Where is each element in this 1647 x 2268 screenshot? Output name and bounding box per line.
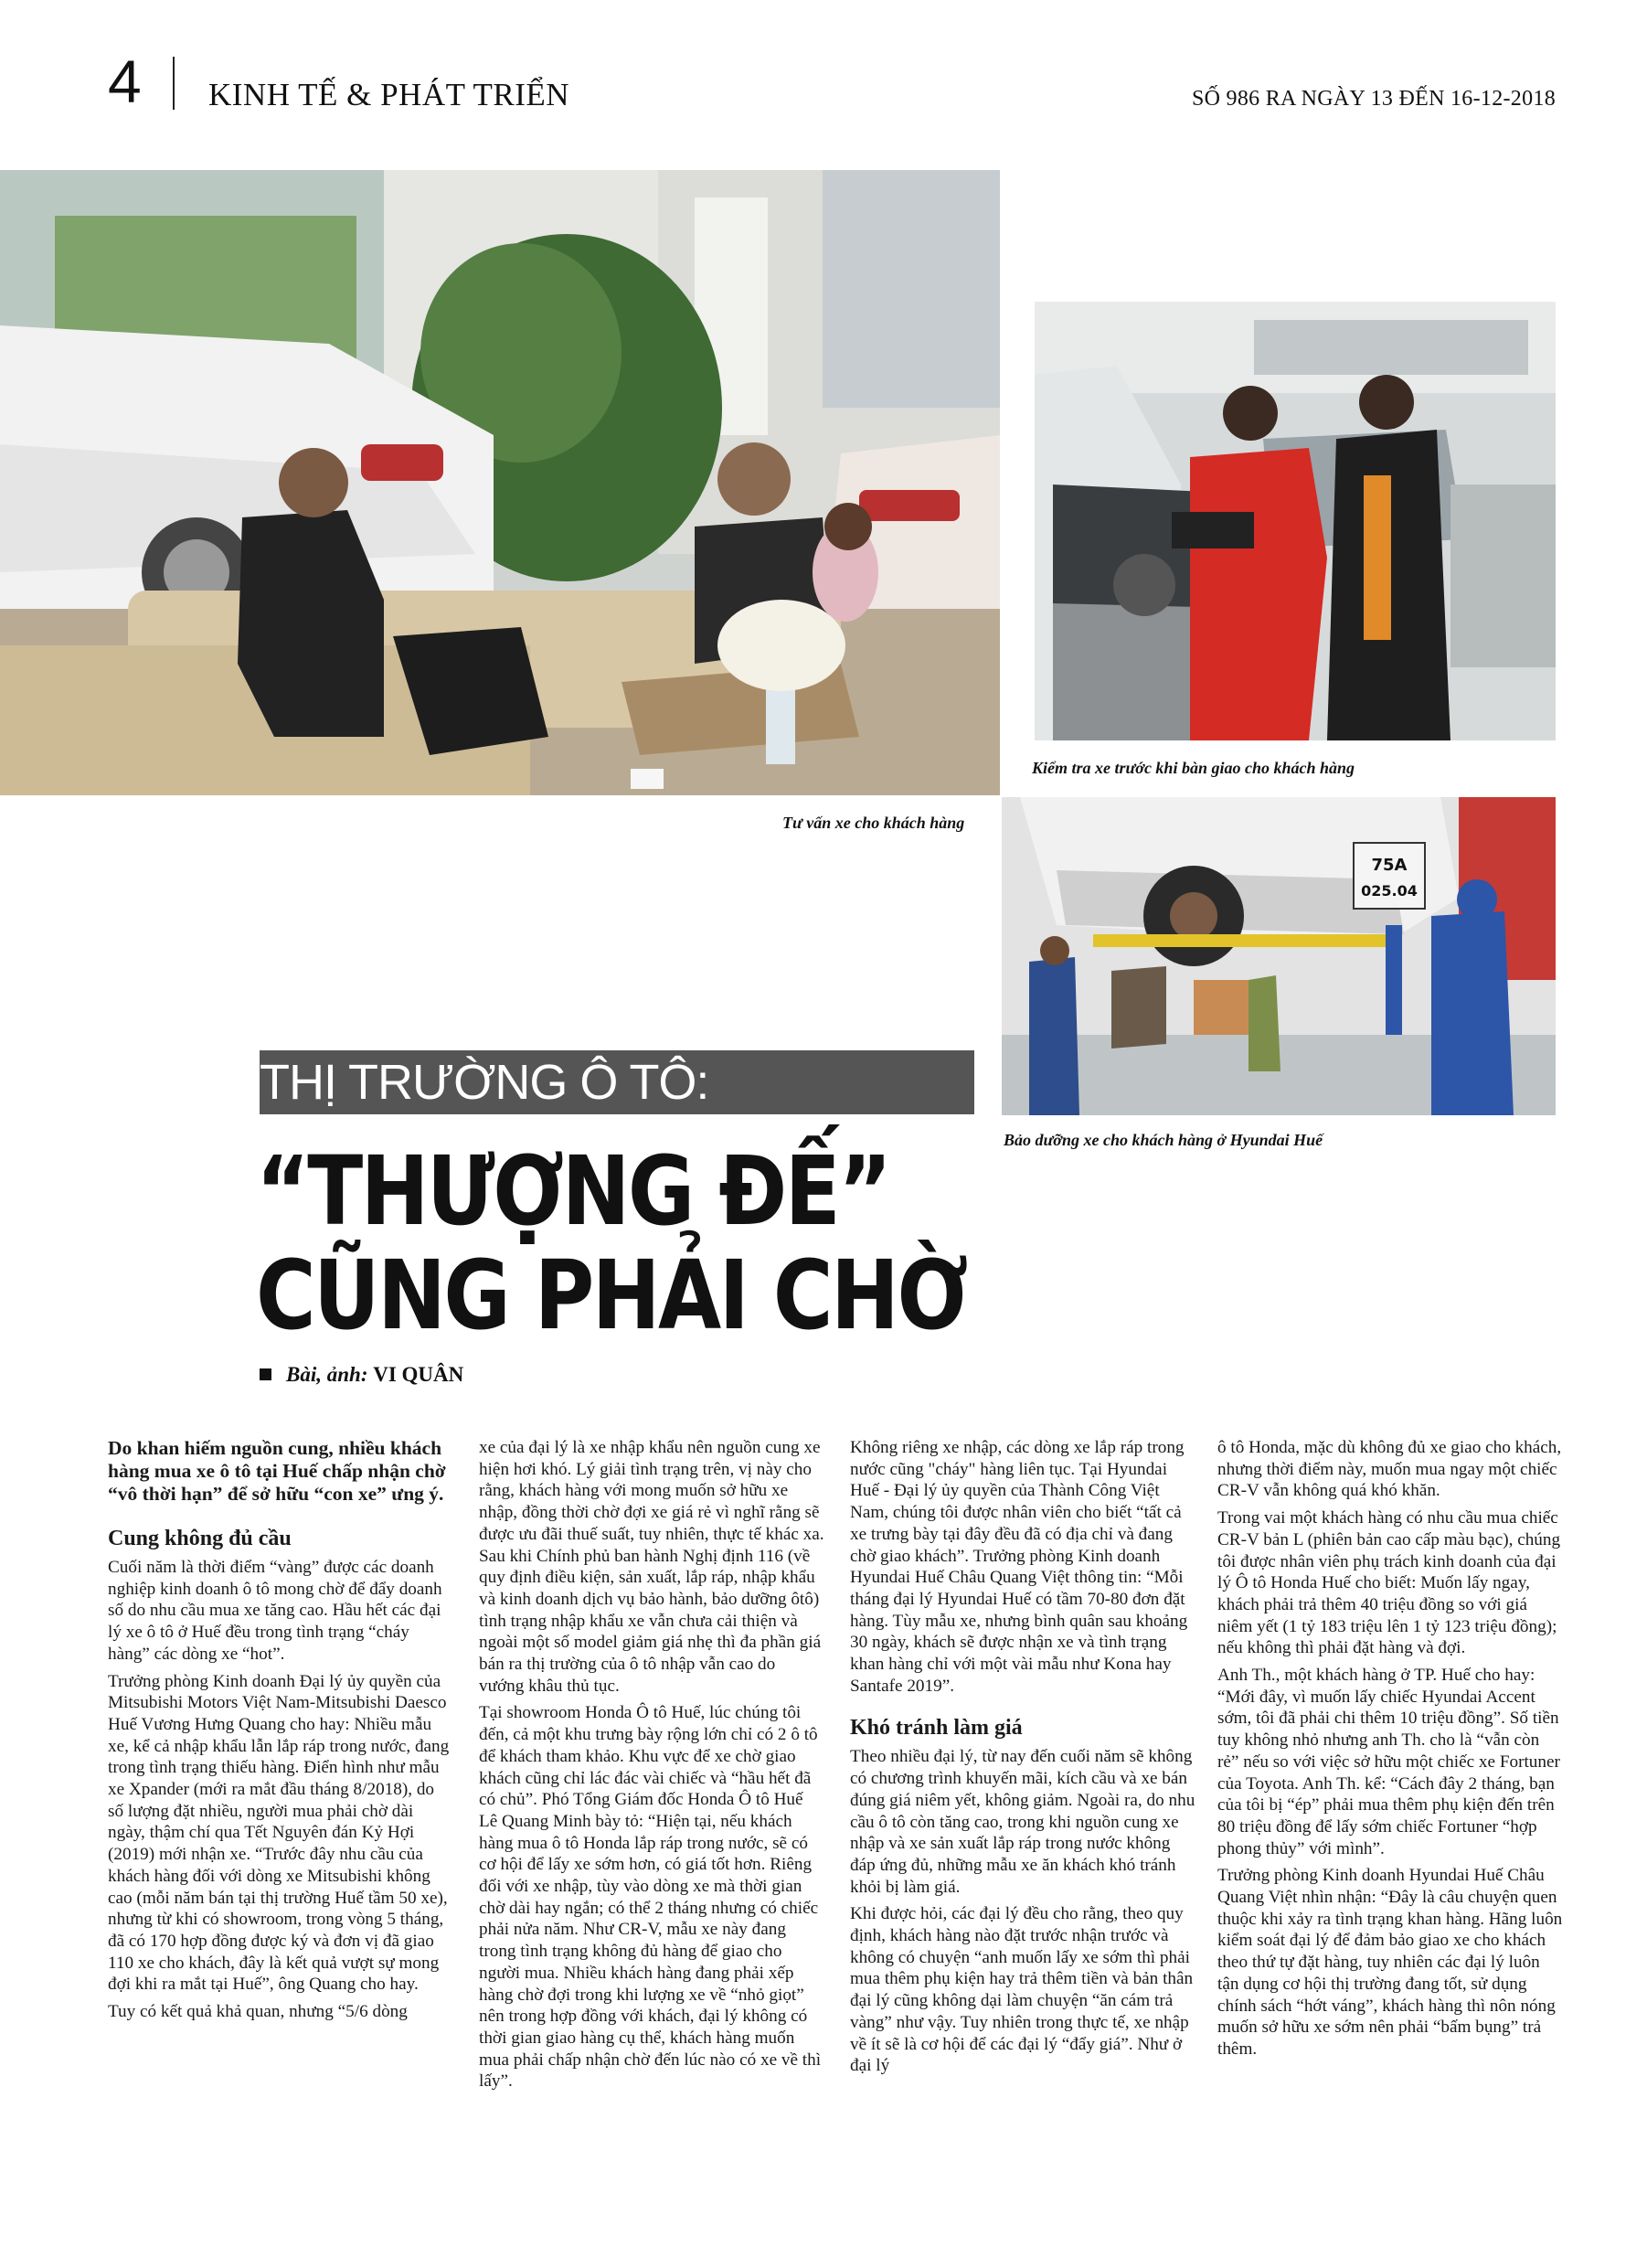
headline-kicker: THỊ TRƯỜNG Ô TÔ: xyxy=(260,1050,974,1114)
paragraph: xe của đại lý là xe nhập khẩu nên nguồn cung xe hiện hơi khó. Lý giải tình trạng trên, vị này cho rằng, khách hàng với mong muốn sở hữu xe nhập, đồng thời chờ đợi xe giá rẻ vì nghĩ rằng sẽ được ưu đãi thuế suất, tuy nhiên, thực tế khác xa. Sau khi Chính phủ ban hành Nghị định 116 (về quy định điều kiện, sản xuất, lắp ráp, nhập khẩu và kinh doanh dịch vụ bảo hành, bảo dưỡng ôtô) tình trạng nhập khẩu xe vẫn chưa cải thiện và ngoài một số model giảm giá nhẹ thì đa phần giá bán ra thị trường của ô tô nhập vẫn cao do vướng khâu thủ tục. xyxy=(479,1438,824,1696)
paragraph: Theo nhiều đại lý, từ nay đến cuối năm sẽ không có chương trình khuyến mãi, kích cầu và xe bán đúng giá niêm yết, không giảm. Ngoài ra, do nhu cầu ô tô còn tăng cao, trong khi nguồn cung xe nhập và xe sản xuất lắp ráp trong nước không đáp ứng đủ, những mẫu xe ăn khách khó tránh khỏi bị làm giá. xyxy=(850,1747,1195,1897)
article-column-1 xyxy=(108,1437,453,2028)
license-plate-line1: 75A xyxy=(1371,856,1408,875)
service-photo-caption: Bảo dưỡng xe cho khách hàng ở Hyundai Huế xyxy=(1004,1131,1323,1149)
paragraph: Khi được hỏi, các đại lý đều cho rằng, theo quy định, khách hàng nào đặt trước nhận trước và không có chuyện “anh muốn lấy xe sớm thì phải mua thêm phụ kiện hay trả thêm tiền và bản thân đại lý cũng không dại làm chuyện “ăn cám trả vàng” như vậy. Tuy nhiên trong thực tế, xe nhập về ít sẽ là cơ hội để các đại lý “đẩy giá”. Như ở đại lý xyxy=(850,1904,1194,2076)
paragraph: Trong vai một khách hàng có nhu cầu mua chiếc CR-V bản L (phiên bản cao cấp màu bạc), chúng tôi được nhân viên phụ trách kinh doanh của đại lý Ô tô Honda Huế cho biết: Muốn lấy ngay, khách phải trả thêm 40 triệu đồng so với giá niêm yết (1 tỷ 183 triệu lên 1 tỷ 123 triệu đồng); nếu không thì phải đặt hàng và đợi. xyxy=(1217,1508,1561,1658)
issue-date: SỐ 986 RA NGÀY 13 ĐẾN 16-12-2018 xyxy=(1191,87,1556,111)
license-plate-line2: 025.04 xyxy=(1361,882,1418,900)
subheading-pricing: Khó tránh làm giá xyxy=(850,1716,1023,1741)
headline-title-line1: “THƯỢNG ĐẾ” xyxy=(256,1135,890,1247)
article-column-2 xyxy=(479,1437,824,2098)
inspection-photo xyxy=(1035,302,1556,740)
byline-bullet xyxy=(260,1368,271,1380)
paragraph: Tuy có kết quả khả quan, nhưng “5/6 dòng xyxy=(108,2002,408,2022)
showroom-photo xyxy=(0,170,1000,795)
paragraph: ô tô Honda, mặc dù không đủ xe giao cho khách, nhưng thời điểm này, muốn mua ngay một chiếc CR-V vẫn không quá khó khăn. xyxy=(1217,1438,1562,1501)
paragraph: Cuối năm là thời điểm “vàng” được các doanh nghiệp kinh doanh ô tô mong chờ để đẩy doanh số do nhu cầu mua xe tăng cao. Hầu hết các đại lý xe ô tô ở Huế đều trong tình trạng “cháy hàng” các dòng xe “hot”. xyxy=(108,1558,442,1664)
subheading-supply: Cung không đủ cầu xyxy=(108,1527,292,1550)
article-lead: Do khan hiếm nguồn cung, nhiều khách hàng mua xe ô tô tại Huế chấp nhận chờ “vô thời hạn” để sở hữu “con xe” ưng ý. xyxy=(108,1437,446,1505)
service-photo xyxy=(1002,797,1556,1115)
byline xyxy=(260,1364,463,1385)
showroom-photo-caption: Tư vấn xe cho khách hàng xyxy=(782,814,965,832)
header-divider xyxy=(173,57,175,110)
paragraph: Anh Th., một khách hàng ở TP. Huế cho hay: “Mới đây, vì muốn lấy chiếc Hyundai Accent sớm, tôi đã phải chi thêm 10 triệu đồng”. Số tiền tuy không nhỏ nhưng anh Th. cho là “vẫn còn rẻ” nếu so với việc sở hữu một chiếc xe Fortuner của Toyota. Anh Th. kể: “Cách đây 2 tháng, bạn của tôi bị “ép” phải mua thêm phụ kiện đến trên 80 triệu đồng để lấy sớm chiếc Fortuner “hợp phong thủy” với mình”. xyxy=(1217,1666,1560,1858)
inspection-photo-caption: Kiểm tra xe trước khi bàn giao cho khách hàng xyxy=(1032,759,1355,777)
byline-author: VI QUÂN xyxy=(373,1363,464,1386)
paragraph: Trưởng phòng Kinh doanh Đại lý ủy quyền của Mitsubishi Motors Việt Nam-Mitsubishi Daesco Huế Vương Hưng Quang cho hay: Nhiều mẫu xe, kể cả nhập khẩu lẫn lắp ráp trong nước, đang trong tình trạng thiếu hàng. Điển hình như mẫu xe Xpander (mới ra mắt đầu tháng 8/2018), do số lượng đặt nhiều, người mua phải chờ dài ngày, thậm chí qua Tết Nguyên đán Kỷ Hợi (2019) mới nhận xe. “Trước đây nhu cầu của khách hàng đối với dòng xe Mitsubishi không cao (mỗi năm bán tại thị trường Huế tầm 50 xe), nhưng từ khi có showroom, trong vòng 5 tháng, đã có 170 hợp đồng được ký và đơn vị đã giao 110 xe cho khách, đây là kết quả vượt sự mong đợi khi ra mắt tại Huế”, ông Quang cho hay. xyxy=(108,1671,450,1995)
page-number: 4 xyxy=(108,48,142,115)
headline-title xyxy=(256,1135,966,1351)
article-column-3 xyxy=(850,1437,1195,2082)
byline-label: Bài, ảnh: xyxy=(286,1363,368,1386)
section-title: KINH TẾ & PHÁT TRIỂN xyxy=(208,77,569,112)
article-column-4 xyxy=(1217,1437,1563,2066)
paragraph: Trưởng phòng Kinh doanh Hyundai Huế Châu Quang Việt nhìn nhận: “Đây là câu chuyện quen thuộc khi xảy ra tình trạng khan hàng. Hãng luôn kiểm soát đại lý để đảm bảo giao xe cho khách theo thứ tự đặt hàng, tuy nhiên các đại lý luôn tận dụng cơ hội thị trường đang tốt, sử dụng chính sách “hớt váng”, khách hàng thì nôn nóng muốn sở hữu xe sớm nên phải “bấm bụng” trả thêm. xyxy=(1217,1866,1563,2059)
paragraph: Không riêng xe nhập, các dòng xe lắp ráp trong nước cũng "cháy" hàng liên tục. Tại Hyundai Huế - Đại lý ủy quyền của Thành Công Việt Nam, chúng tôi được nhân viên cho biết “tất cả xe trưng bày tại đây đều đã có địa chỉ và đang chờ giao khách”. Trưởng phòng Kinh doanh Hyundai Huế Châu Quang Việt thông tin: “Mỗi tháng đại lý Hyundai Huế có tầm 70-80 đơn đặt hàng. Tùy mẫu xe, nhưng bình quân sau khoảng 30 ngày, khách sẽ được nhận xe và tình trạng khan hàng chỉ với một vài mẫu như Kona hay Santafe 2019”. xyxy=(850,1438,1188,1696)
paragraph: Tại showroom Honda Ô tô Huế, lúc chúng tôi đến, cả một khu trưng bày rộng lớn chỉ có 2 ô tô để khách tham khảo. Khu vực để xe chờ giao khách cũng chỉ lác đác vài chiếc và “hầu hết đã có chủ”. Phó Tổng Giám đốc Honda Ô tô Huế Lê Quang Minh bày tỏ: “Hiện tại, nếu khách hàng mua ô tô Honda lắp ráp trong nước, sẽ có cơ hội để lấy xe sớm hơn, có giá tốt hơn. Riêng đối với xe nhập, tùy vào dòng xe mà thời gian chờ dài hay ngắn; có thể 2 tháng nhưng có chiếc phải nửa năm. Như CR-V, mẫu xe này đang trong tình trạng không đủ hàng để giao cho người mua. Nhiều khách hàng đang phải xếp hàng chờ đợi trong khi lượng xe về “nhỏ giọt” nên trong hợp đồng với khách, đại lý không có thời gian giao hàng cụ thể, khách hàng muốn mua phải chấp nhận chờ đến lúc nào có xe về thì lấy”. xyxy=(479,1703,822,2092)
headline-title-line2: CŨNG PHẢI CHỜ xyxy=(256,1240,966,1351)
